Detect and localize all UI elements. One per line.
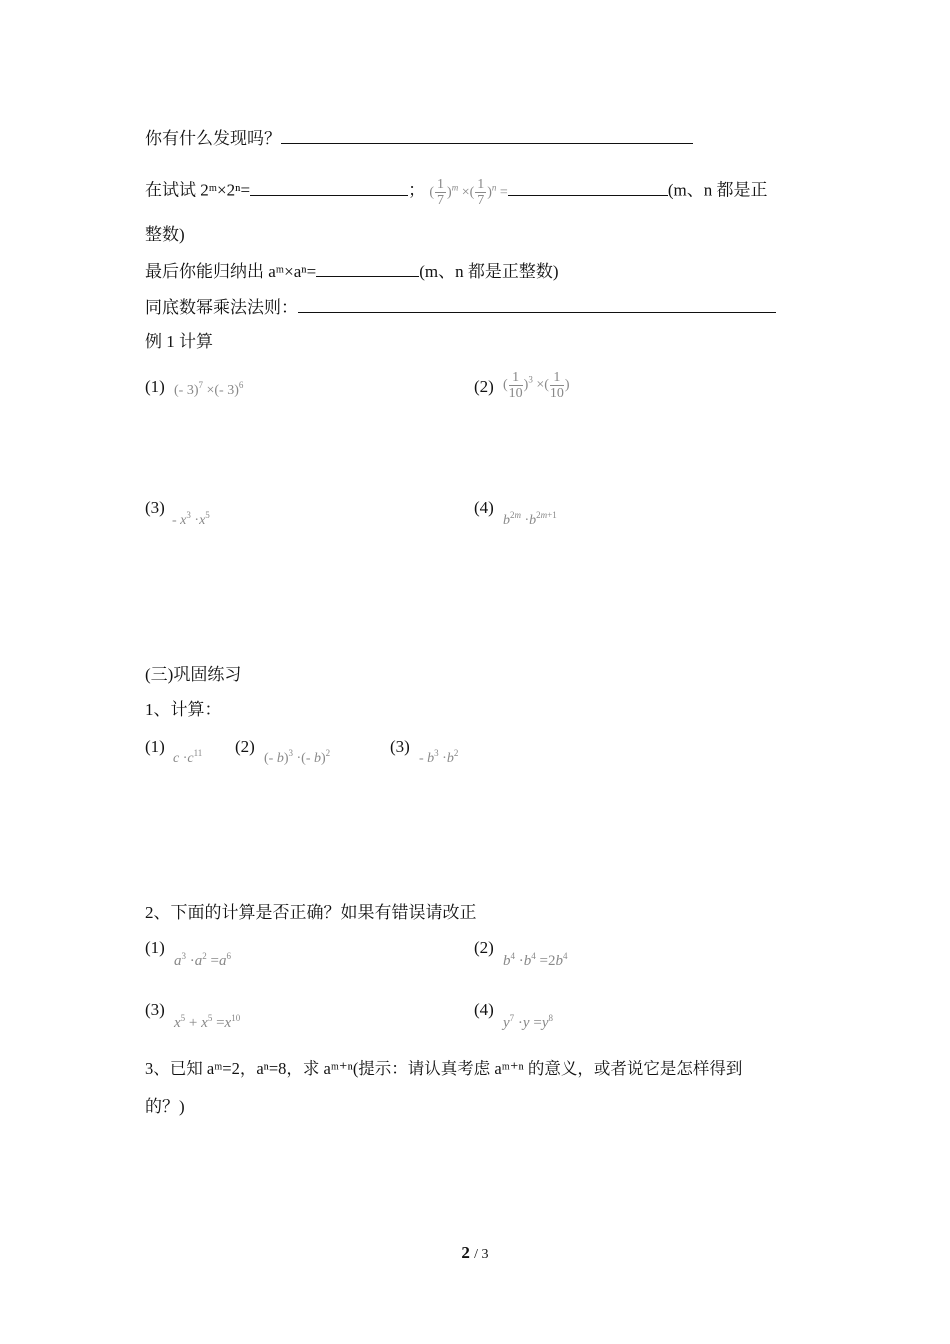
- try-suffix: (m、n 都是正: [667, 180, 768, 200]
- q2-title: 2、下面的计算是否正确？如果有错误请改正: [145, 903, 477, 922]
- q1-1-expr: $c \cdot c^{11}$: [173, 748, 203, 766]
- page-current: 2: [461, 1243, 470, 1262]
- generalize-prefix: 最后你能归纳出: [145, 262, 264, 281]
- example-1-expr: (- 3)$^7$ ×(- 3)$^6$: [174, 380, 244, 398]
- try-line: [145, 176, 767, 208]
- try-sep: ；: [408, 180, 426, 200]
- q2-label-1: (1): [145, 938, 165, 957]
- try-suffix-cont: 整数): [145, 225, 185, 244]
- example-label-2: (2): [474, 377, 494, 396]
- q2-1-expr: $a^3 \cdot a^2 =a^6$: [174, 951, 231, 969]
- q1-label-3: (3): [390, 737, 410, 756]
- discover-line: [145, 127, 693, 150]
- try-prefix: 在试试: [145, 180, 196, 200]
- q1-title: 1、计算：: [145, 700, 222, 719]
- q1-3-expr: - $b^3 \cdot b^2$: [419, 748, 459, 766]
- example-3-expr: - $x^3 \cdot x^5$: [172, 510, 210, 528]
- answer-blank[interactable]: [250, 179, 408, 196]
- fraction-power-expr: ( $\frac{1}{7}$ )$^m$ ×( $\frac{1}{7}$ )$^n$ =: [429, 176, 508, 208]
- answer-blank[interactable]: [281, 127, 693, 144]
- rule-label: 同底数幂乘法法则：: [145, 298, 298, 317]
- example-label-4: (4): [474, 498, 494, 517]
- page-number: [0, 1243, 950, 1263]
- example-4-expr: $b^{2m} \cdot b^{2m+1}$: [503, 510, 557, 528]
- q2-2-expr: $b^4 \cdot b^4 =2b^4$: [503, 951, 568, 969]
- q2-4-expr: $y^7 \cdot y =y^8$: [503, 1013, 553, 1031]
- example-label-1: (1): [145, 377, 165, 396]
- q2-label-3: (3): [145, 1000, 165, 1019]
- answer-blank[interactable]: [298, 296, 776, 313]
- answer-blank[interactable]: [508, 179, 668, 196]
- page-total: / 3: [474, 1247, 489, 1262]
- section3-title: (三)巩固练习: [145, 665, 242, 684]
- q1-label-1: (1): [145, 737, 165, 756]
- q1-label-2: (2): [235, 737, 255, 756]
- q2-3-expr: $x^5 + x^5 =x^{10}$: [174, 1013, 241, 1031]
- generalize-expr: aᵐ×aⁿ=: [268, 262, 317, 281]
- generalize-suffix: (m、n 都是正整数): [419, 262, 559, 281]
- rule-line: [145, 296, 776, 319]
- generalize-line: [145, 260, 558, 283]
- try-expr: 2ᵐ×2ⁿ=: [200, 180, 251, 200]
- discover-question: 你有什么发现吗？: [145, 129, 281, 148]
- example-2-expr: ( $\frac{1}{10}$ )$^3$ ×( $\frac{1}{10}$ ): [503, 370, 570, 401]
- q3-line2: 的？): [145, 1097, 185, 1116]
- q1-2-expr: (- b)$^3$ ·(- b)$^2$: [264, 748, 331, 766]
- example-title: 例 1 计算: [145, 332, 213, 351]
- answer-blank[interactable]: [316, 260, 419, 277]
- q2-label-2: (2): [474, 938, 494, 957]
- q3-line1: 3、已知 aᵐ=2，aⁿ=8，求 aᵐ⁺ⁿ(提示：请认真考虑 aᵐ⁺ⁿ 的意义，或者说它是怎样得到: [145, 1059, 743, 1078]
- example-label-3: (3): [145, 498, 165, 517]
- q2-label-4: (4): [474, 1000, 494, 1019]
